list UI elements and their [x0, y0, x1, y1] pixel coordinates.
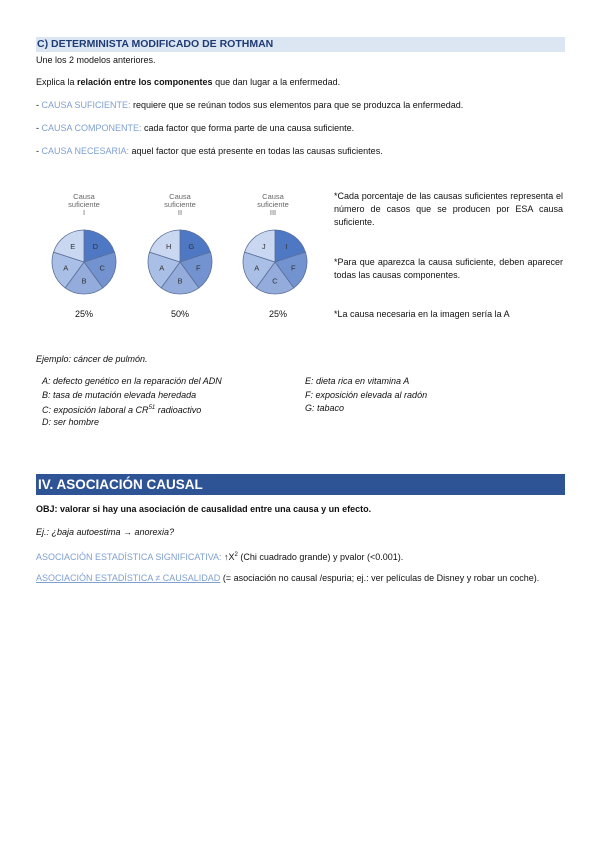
example-item-c: C: exposición laboral a CR$^{51}$ radioactivo	[42, 405, 202, 415]
note-3: *La causa necesaria en la imagen sería la A	[334, 309, 510, 319]
term-causa-necesaria: CAUSA NECESARIA:	[41, 146, 130, 156]
note-2: *Para que aparezca la causa suficiente, deben aparecer todas las causas componentes.	[334, 257, 563, 280]
pie-3	[243, 230, 307, 294]
definition-causa-suficiente: - CAUSA SUFICIENTE: requiere que se reúnan todos sus elementos para que se produzca la enfermedad.	[36, 100, 464, 110]
pie-3-slice-label: J	[261, 241, 266, 251]
pie-2-percent: 50%	[170, 309, 189, 319]
section-iv-example: Ej.: ¿baja autoestima → anorexia?	[36, 527, 175, 537]
pie-1-slice-label: E	[70, 241, 76, 251]
pie-3-slice-label: A	[254, 263, 260, 273]
pie-3-percent: 25%	[268, 309, 287, 319]
section-iv-objective: OBJ: valorar si hay una asociación de causalidad entre una causa y un efecto.	[36, 504, 372, 514]
example-item-d: D: ser hombre	[42, 417, 100, 427]
section-c-heading: C) DETERMINISTA MODIFICADO DE ROTHMAN	[36, 37, 565, 52]
example-item-e: E: dieta rica en vitamina A	[305, 376, 410, 386]
pie-2-slice-label: A	[159, 263, 165, 273]
explain-bold: relación entre los componentes	[77, 77, 213, 87]
stat-significant-term: ASOCIACIÓN ESTADÍSTICA SIGNIFICATIVA:	[36, 552, 222, 562]
explain-post: que dan lugar a la enfermedad.	[212, 77, 341, 87]
example-item-f: F: exposición elevada al radón	[305, 390, 428, 400]
example-item-b: B: tasa de mutación elevada heredada	[42, 390, 197, 400]
example-item-a: A: defecto genético en la reparación del ADN	[42, 376, 222, 386]
term-causa-suficiente: CAUSA SUFICIENTE:	[41, 100, 131, 110]
explain-pre: Explica la	[36, 77, 78, 87]
pie-2-slice-label: B	[177, 276, 183, 286]
pie-2-label: Causa suficiente II	[164, 192, 196, 217]
pie-1-label: Causa suficiente I	[68, 192, 100, 217]
pie-2-slice-label: F	[195, 263, 201, 273]
pie-1-slice-label: C	[99, 263, 105, 273]
section-c-intro: Une los 2 modelos anteriores.	[36, 55, 156, 65]
pie-3-slice-label: F	[290, 263, 296, 273]
definition-causa-necesaria: - CAUSA NECESARIA: aquel factor que está presente en todas las causas suficientes.	[36, 146, 383, 156]
pie-1-slice-label: D	[92, 241, 98, 251]
pie-3-slice-label: I	[285, 241, 288, 251]
pie-2-slice-label: H	[166, 241, 172, 251]
pie-2	[148, 230, 212, 294]
pie-1-percent: 25%	[74, 309, 93, 319]
example-title: Ejemplo: cáncer de pulmón.	[36, 354, 148, 364]
pie-3-label: Causa suficiente III	[257, 192, 289, 217]
definition-causa-componente: - CAUSA COMPONENTE: cada factor que forma parte de una causa suficiente.	[36, 123, 355, 133]
note-1: *Cada porcentaje de las causas suficientes representa el número de casos que se producen por ESA causa suficiente.	[334, 191, 563, 227]
stat-significant-line: ASOCIACIÓN ESTADÍSTICA SIGNIFICATIVA: $↑X^2$ (Chi cuadrado grande) y pvalor (<0.001).	[36, 552, 404, 562]
pie-3-slice-label: C	[272, 276, 278, 286]
stat-causality-term: ASOCIACIÓN ESTADÍSTICA ≠ CAUSALIDAD	[36, 573, 221, 583]
term-causa-componente: CAUSA COMPONENTE:	[41, 123, 142, 133]
pie-1	[52, 230, 116, 294]
example-item-g: G: tabaco	[305, 403, 345, 413]
pie-1-slice-label: B	[81, 276, 87, 286]
pie-1-slice-label: A	[63, 263, 69, 273]
stat-causality-paragraph: ASOCIACIÓN ESTADÍSTICA ≠ CAUSALIDAD (= asociación no causal /espuria; ej.: ver películas de Disney y robar un coche).	[36, 573, 540, 583]
pie-2-slice-label: G	[188, 241, 195, 251]
section-iv-heading: IV. ASOCIACIÓN CAUSAL	[36, 474, 565, 495]
